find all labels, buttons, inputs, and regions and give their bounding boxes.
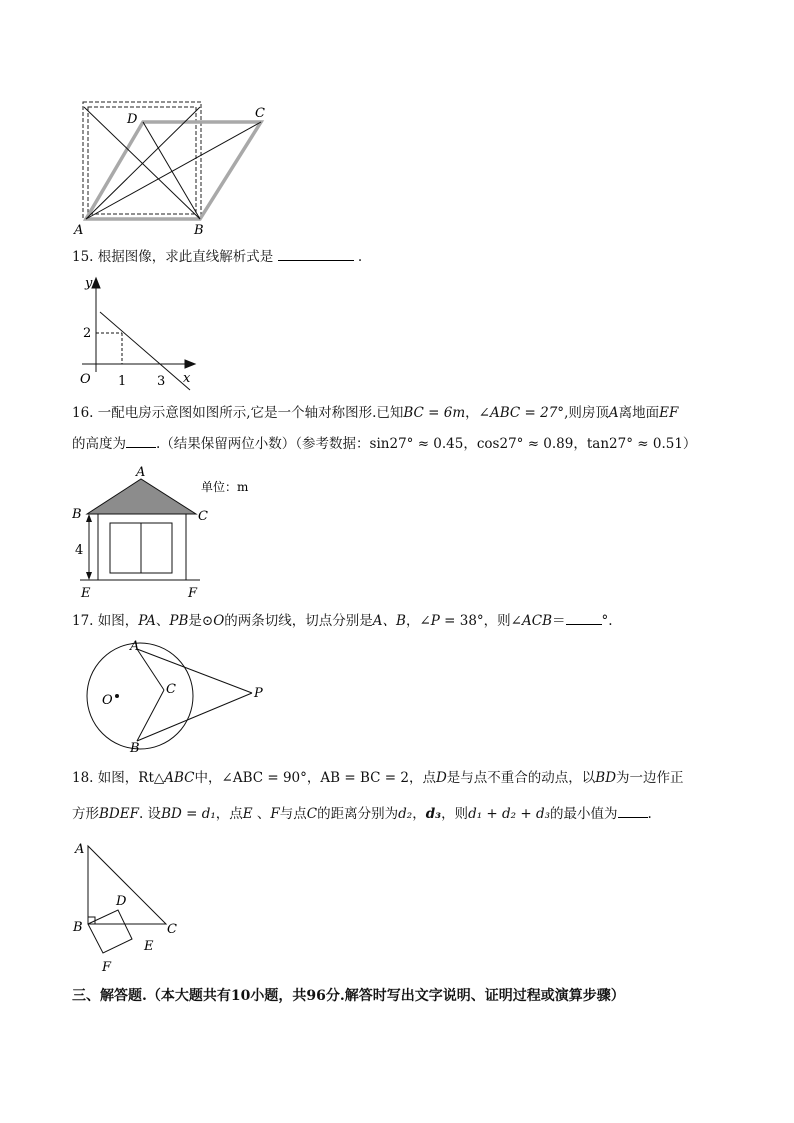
q18-text-a: 如图，Rt△ [97,770,165,786]
question-18-line-2 [72,803,652,825]
q18-abc: ABC [164,770,195,786]
fig16-arrow-down [86,572,92,580]
q17-text-f: ＝ [552,613,566,629]
q18-sep: 、 [252,806,271,822]
fig16-label-c: C [198,509,208,524]
fig18-label-f: F [102,960,112,975]
fig15-x-arrow [185,360,195,368]
fig17-label-b: B [130,741,140,756]
q16-ef: EF [659,405,679,421]
q18-answer-blank[interactable] [618,803,648,818]
q17-text-b: 是⊙ [188,613,214,629]
question-16-line-1 [72,402,678,424]
q17-acb: ACB [522,613,552,629]
q17-p: P [430,613,440,629]
q17-text-g: °. [601,613,613,629]
q18-text-e: 方形 [72,806,99,822]
q16-text-d: 的高度为 [72,436,126,452]
q16-text-e: .（结果保留两位小数）（参考数据：sin27° ≈ 0.45，cos27° ≈ 0.89，tan27° ≈ 0.51） [156,436,697,452]
fig14-label-d: D [127,112,138,127]
fig14-label-a: A [74,223,84,238]
q18-bd: BD [595,770,617,786]
fig18-label-b: B [73,920,83,935]
q18-d2: d₂ [398,806,413,822]
fig15-tick-3: 3 [157,374,166,389]
fig18-label-c: C [167,922,177,937]
q18-sum: d₁ + d₂ + d₃ [468,806,551,822]
fig17-label-p: P [254,686,263,701]
q17-text-e: = 38°，则∠ [439,613,522,629]
question-18-line-1 [72,767,684,789]
q18-text-l: 的最小值为 [550,806,618,822]
figure-18-triangle-square [70,838,190,978]
q15-answer-blank[interactable] [278,246,354,261]
q17-number: 17. [72,613,94,629]
fig14-dashed-rects [83,102,201,219]
fig17-tangent-pa [137,649,252,693]
q15-text: 根据图像，求此直线解析式是 [97,249,274,265]
q18-text-f: . 设 [138,806,162,822]
fig18-label-e: E [144,939,154,954]
q17-o: O [213,613,225,629]
q18-end: . [647,806,652,822]
q16-comma: ， [465,405,479,421]
fig17-chord-ac [137,649,164,690]
fig15-tick-1: 1 [118,374,127,389]
fig16-arrow-up [86,514,92,522]
fig16-unit: 单位：m [201,480,249,494]
q18-e: E [242,806,253,822]
q16-number: 16. [72,405,94,421]
q17-points: A、B [372,613,406,629]
q18-text-d: 为一边作正 [616,770,684,786]
q17-answer-blank[interactable] [566,610,602,625]
fig17-center-dot [115,694,119,698]
q16-text-c: 离地面 [618,405,660,421]
fig18-label-d: D [116,894,127,909]
q16-text-b: ,则房顶 [564,405,609,421]
q18-d3: d₃ [425,806,442,822]
q15-end: . [357,249,363,265]
fig16-label-e: E [81,586,91,601]
fig15-y-label: y [85,276,93,291]
question-15 [72,246,362,268]
q17-text-a: 如图， [97,613,139,629]
q18-text-j: ， [412,806,426,822]
fig15-origin: O [80,372,91,387]
fig16-height-value: 4 [75,543,84,558]
fig18-triangle-abc [88,846,166,924]
q16-text-a: 一配电房示意图如图所示,它是一个轴对称图形.已知 [97,405,404,421]
q18-d: D [435,770,447,786]
q16-answer-blank[interactable] [126,433,156,448]
q17-text-c: 的两条切线，切点分别是 [224,613,373,629]
q18-text-c: 是与点不重合的动点，以 [446,770,596,786]
fig14-label-c: C [255,106,265,121]
q16-point-a: A [608,405,619,421]
q18-c: C [306,806,318,822]
q16-bc: BC = 6m [403,405,466,421]
fig16-label-f: F [188,586,198,601]
question-17 [72,610,613,632]
figure-17-circle-tangents [68,638,278,758]
q18-text-g: ，点 [215,806,243,822]
q18-text-k: ，则 [441,806,469,822]
fig17-label-o: O [102,693,113,708]
figure-16-house [72,462,272,602]
fig14-label-b: B [194,223,204,238]
fig17-chord-bc [137,690,164,741]
q18-text-i: 的距离分别为 [317,806,399,822]
q17-pb: PB [169,613,189,629]
fig16-roof [87,479,196,514]
fig18-label-a: A [75,842,85,857]
fig18-square-bdef [88,910,132,953]
q18-text-h: 与点 [279,806,307,822]
q18-bd-d1: BD = d₁ [161,806,216,822]
fig17-label-c: C [166,682,176,697]
fig15-x-label: x [183,371,191,386]
fig15-tick-2: 2 [83,326,92,341]
q15-number: 15. [72,249,94,265]
q17-pa: PA [138,613,156,629]
q17-text-d: ，∠ [405,613,431,629]
fig16-label-a: A [136,465,146,480]
question-16-line-2 [72,433,696,455]
figure-14-parallelogram [70,95,280,240]
q17-sep: 、 [155,613,170,629]
fig18-right-angle [88,917,95,924]
fig17-label-a: A [130,639,140,654]
q18-number: 18. [72,770,94,786]
fig15-line [100,312,190,390]
q18-f: F [270,806,280,822]
fig17-tangent-pb [137,693,252,741]
fig15-y-arrow [92,278,100,288]
fig16-label-b: B [72,507,82,522]
q18-text-b: 中，∠ABC = 90°，AB = BC = 2，点 [194,770,436,786]
figure-15-line-graph [72,272,202,392]
q18-bdef: BDEF [99,806,139,822]
section-3-heading: 三、解答题.（本大题共有10小题，共96分.解答时写出文字说明、证明过程或演算步骤） [72,988,625,1004]
q16-angle: ∠ABC = 27° [478,405,565,421]
